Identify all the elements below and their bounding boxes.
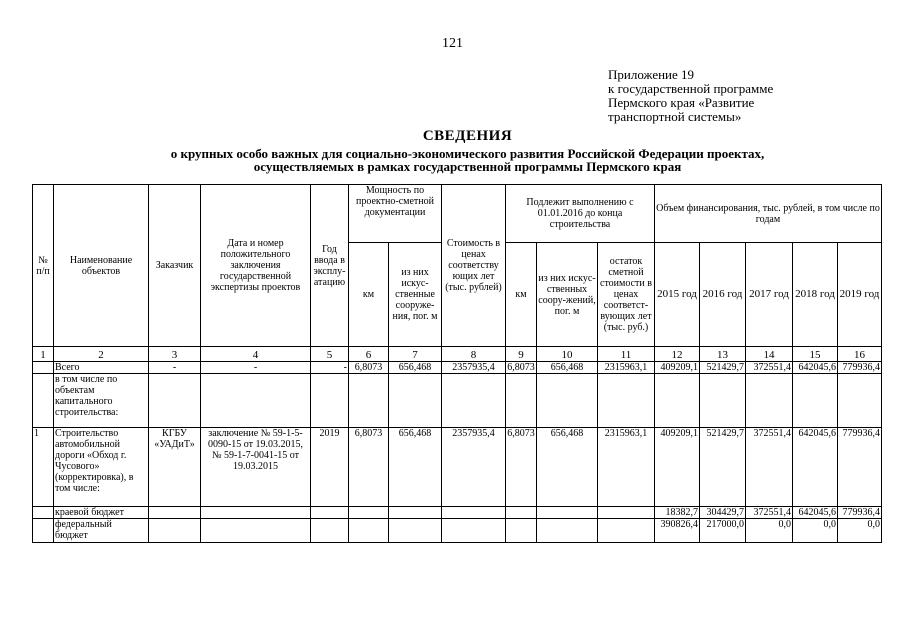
total-customer: - [149,362,201,374]
cell-empty [201,374,311,428]
appendix-line: Пермского края «Развитие [608,95,755,110]
regional-fin-2018: 642045,6 [793,507,838,519]
object-rem-km: 6,8073 [506,428,537,507]
cell-empty [149,519,201,543]
object-fin-2017: 372551,4 [746,428,793,507]
cell-empty [311,519,349,543]
column-number: 2 [54,347,149,362]
column-number: 1 [33,347,54,362]
federal-budget-row [33,519,882,543]
federal-fin-2019: 0,0 [838,519,882,543]
column-number: 9 [506,347,537,362]
total-row [33,362,882,374]
total-year: - [311,362,349,374]
regional-budget-label: краевой бюджет [54,507,149,519]
appendix-line: Приложение 19 [608,67,695,82]
cell-empty [598,507,655,519]
total-expertise: - [201,362,311,374]
cell-empty [33,507,54,519]
object-expertise: заключение № 59-1-5-0090-15 от 19.03.2015, № 59-1-7-0041-15 от 19.03.2015 [201,428,311,507]
object-row [33,428,882,507]
page-number: 121 [442,36,463,51]
federal-fin-2017: 0,0 [746,519,793,543]
federal-fin-2015: 390826,4 [655,519,700,543]
projects-table [32,184,882,543]
cell-empty [506,519,537,543]
cell-empty [506,374,537,428]
header-year-2018: 2018 год [793,243,838,347]
regional-fin-2016: 304429,7 [700,507,746,519]
header-financing: Объем финансирования, тыс. рублей, в том числе по годам [655,185,882,243]
cell-empty [349,507,389,519]
header-remaining: Подлежит выполнению с 01.01.2016 до конца строительства [506,185,655,243]
object-km: 6,8073 [349,428,389,507]
cell-empty [149,374,201,428]
cell-empty [442,519,506,543]
cell-empty [598,519,655,543]
object-num: 1 [33,428,54,507]
cell-empty [33,362,54,374]
federal-fin-2018: 0,0 [793,519,838,543]
object-year: 2019 [311,428,349,507]
header-rem-cost: остаток сметной стоимости в ценах соответст-вующих лет (тыс. руб.) [598,243,655,347]
cell-empty [33,519,54,543]
column-number: 13 [700,347,746,362]
total-cost: 2357935,4 [442,362,506,374]
cell-empty [537,507,598,519]
regional-fin-2019: 779936,4 [838,507,882,519]
cell-empty [311,507,349,519]
cell-empty [655,374,700,428]
subtitle-line: осуществляемых в рамках государственной программы Пермского края [253,159,682,174]
header-year: Год ввода в эксплу-атацию [311,185,349,347]
total-fin-2019: 779936,4 [838,362,882,374]
column-number: 4 [201,347,311,362]
regional-fin-2015: 18382,7 [655,507,700,519]
header-row [33,185,882,243]
header-year-2016: 2016 год [700,243,746,347]
appendix-line: к государственной программе [608,81,774,96]
cell-empty [537,519,598,543]
column-number: 12 [655,347,700,362]
cell-empty [389,519,442,543]
including-label: в том числе по объектам капитального строительства: [54,374,149,428]
header-rem-km: км [506,243,537,347]
regional-budget-row [33,507,882,519]
cell-empty [389,507,442,519]
column-number: 7 [389,347,442,362]
object-rem-struct: 656,468 [537,428,598,507]
total-rem-struct: 656,468 [537,362,598,374]
column-number: 5 [311,347,349,362]
header-num: № п/п [33,185,54,347]
cell-empty [537,374,598,428]
object-name: Строительство автомобильной дороги «Обход г. Чусового» (корректировка), в том числе: [54,428,149,507]
total-fin-2018: 642045,6 [793,362,838,374]
total-rem-km: 6,8073 [507,362,535,373]
header-year-2017: 2017 год [746,243,793,347]
total-km: 6,8073 [349,362,389,374]
column-number: 8 [442,347,506,362]
header-cost: Стоимость в ценах соответству ющих лет (тыс. рублей) [442,185,506,347]
header-rem-struct: из них искус-ственных соору-жений, пог. м [537,243,598,347]
column-number: 10 [537,347,598,362]
including-row [33,374,882,428]
cell-empty [349,519,389,543]
header-cap-struct: из них искус-ственные сооруже-ния, пог. м [389,243,442,347]
cell-empty [442,374,506,428]
object-cost: 2357935,4 [442,428,506,507]
cell-empty [442,507,506,519]
total-fin-2016: 521429,7 [700,362,746,374]
column-number: 14 [746,347,793,362]
cell-empty [33,374,54,428]
cell-empty [349,374,389,428]
appendix-note [608,68,773,124]
cell-empty [793,374,838,428]
header-year-2019: 2019 год [838,243,882,347]
cell-empty [700,374,746,428]
regional-fin-2017: 372551,4 [746,507,793,519]
column-number: 16 [838,347,882,362]
column-number: 11 [598,347,655,362]
appendix-line: транспортной системы» [608,109,742,124]
header-expertise: Дата и номер положительного заключения государственной экспертизы проектов [201,185,311,347]
header-customer: Заказчик [149,185,201,347]
cell-empty [838,374,882,428]
object-fin-2015: 409209,1 [655,428,700,507]
total-struct: 656,468 [389,362,442,374]
total-rem-cost: 2315963,1 [598,362,655,374]
cell-empty [149,507,201,519]
column-number-row [33,347,882,362]
object-fin-2019: 779936,4 [838,428,882,507]
header-name: Наименование объектов [54,185,149,347]
document-title: СВЕДЕНИЯ [422,128,513,144]
header-cap-km: км [349,243,389,347]
object-fin-2018: 642045,6 [793,428,838,507]
federal-fin-2016: 217000,0 [700,519,746,543]
cell-empty [201,519,311,543]
column-number: 15 [793,347,838,362]
total-fin-2017: 372551,4 [746,362,793,374]
document-subtitle [0,147,905,173]
header-capacity: Мощность по проектно-сметной документации [349,185,442,243]
cell-empty [389,374,442,428]
subtitle-line: о крупных особо важных для социально-экономического развития Российской Федерации проектах, [170,146,765,161]
total-label: Всего [54,362,149,374]
total-fin-2015: 409209,1 [655,362,700,374]
object-struct: 656,468 [389,428,442,507]
column-number: 3 [149,347,201,362]
object-fin-2016: 521429,7 [700,428,746,507]
cell-empty [311,374,349,428]
cell-empty [201,507,311,519]
cell-empty [506,507,537,519]
cell-empty [746,374,793,428]
cell-empty [598,374,655,428]
header-year-2015: 2015 год [655,243,700,347]
column-number: 6 [349,347,389,362]
federal-budget-label: федеральный бюджет [54,519,149,543]
object-rem-cost: 2315963,1 [598,428,655,507]
object-customer: КГБУ «УАДиТ» [149,428,201,507]
